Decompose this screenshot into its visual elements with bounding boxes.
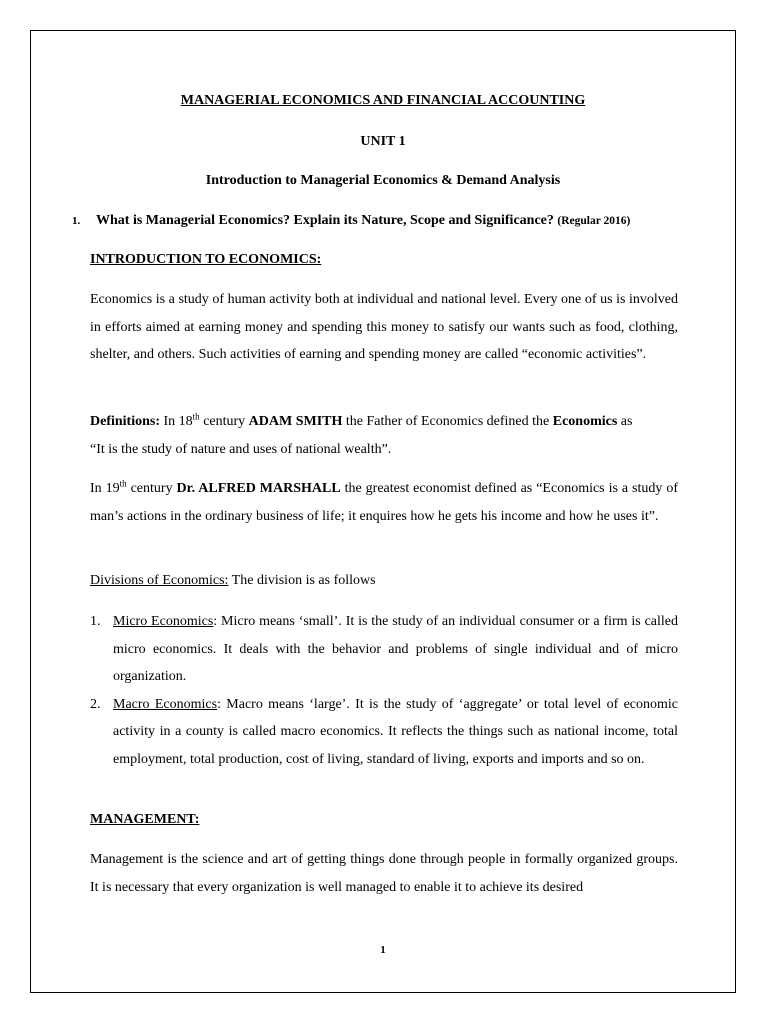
list-text: : Micro means ‘small’. It is the study of an individual consumer or a firm is called micro economics. It deals with the behavior and problems of single individual and of micro organization.	[113, 614, 679, 684]
list-marker: 2.	[90, 696, 101, 712]
question-number: 1.	[72, 215, 81, 227]
divisions-label: Divisions of Economics:	[90, 573, 229, 588]
list-text: : Macro means ‘large’. It is the study of ‘aggregate’ or total level of economic activity in a county is called macro economics. It reflects the things such as national income, total employment, total production, cost of living, standard of living, exports and imports and so on.	[113, 696, 678, 767]
list-term: Macro Economics	[113, 696, 218, 712]
list-item	[90, 691, 678, 774]
marshall-name: Dr. ALFRED MARSHALL	[176, 481, 341, 496]
definitions-paragraph: Definitions: In 18th century ADAM SMITH the Father of Economics defined the Economics as “It is the study of nature and uses of national wealth”.	[90, 408, 678, 463]
list-item	[90, 608, 678, 691]
page-number: 1	[380, 944, 386, 956]
question-tag: (Regular 2016)	[557, 215, 631, 227]
economics-paragraph: Economics is a study of human activity both at individual and national level. Every one of us is involved in efforts aimed at earning money and spending this money to satisfy our wants such as food, clothing, shelter, and others. Such activities of earning and spending money are called “economic activities”.	[90, 292, 678, 362]
question-heading	[72, 213, 630, 229]
list-marker: 1.	[90, 614, 101, 629]
document-subtitle: Introduction to Managerial Economics & Demand Analysis	[205, 173, 561, 188]
definition-quote: “It is the study of nature and uses of national wealth”.	[90, 441, 392, 457]
document-title: MANAGERIAL ECONOMICS AND FINANCIAL ACCOUNTING	[180, 93, 586, 108]
adam-smith-name: ADAM SMITH	[248, 414, 343, 429]
question-text: What is Managerial Economics? Explain its Nature, Scope and Significance?	[96, 213, 554, 228]
divisions-paragraph: Divisions of Economics: The division is as follows	[90, 573, 376, 588]
unit-label: UNIT 1	[360, 134, 406, 149]
management-paragraph: Management is the science and art of getting things done through people in formally organized groups. It is necessary that every organization is well managed to enable it to achieve its desired	[90, 852, 678, 895]
economics-term: Economics	[552, 414, 618, 429]
intro-heading: INTRODUCTION TO ECONOMICS:	[90, 252, 322, 267]
marshall-paragraph: In 19th century Dr. ALFRED MARSHALL the greatest economist defined as “Economics is a study of man’s actions in the ordinary business of life; it enquires how he gets his income and how he uses it”.	[90, 478, 678, 524]
divisions-list	[90, 608, 678, 773]
list-term: Micro Economics	[113, 614, 214, 629]
definitions-label: Definitions:	[90, 414, 160, 429]
management-heading: MANAGEMENT:	[90, 812, 200, 827]
